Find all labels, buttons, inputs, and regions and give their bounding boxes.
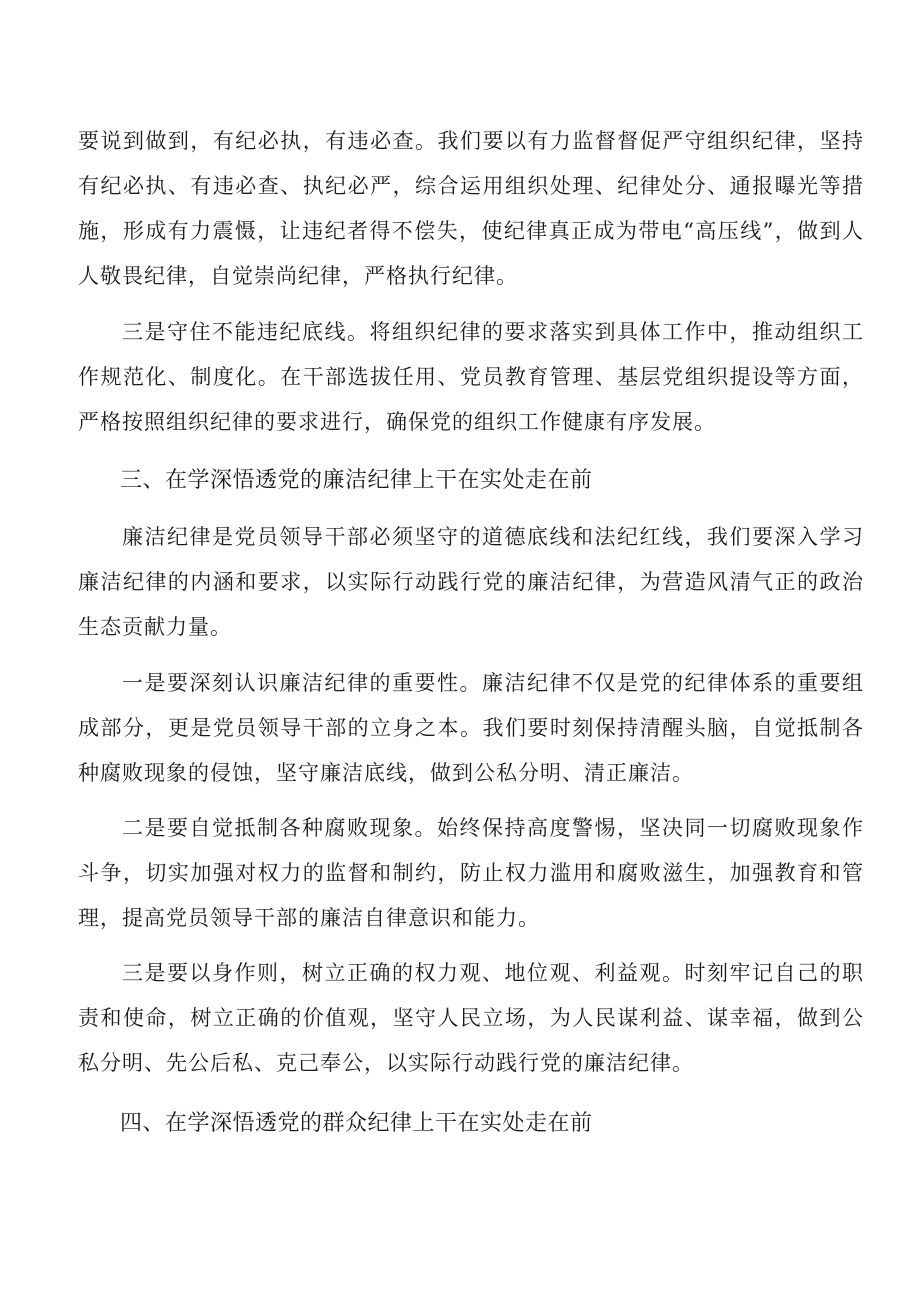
paragraph-integrity-point-three: 三是要以身作则，树立正确的权力观、地位观、利益观。时刻牢记自己的职责和使命，树立正确的价值观，坚守人民立场，为人民谋利益、谋幸福，做到公私分明、先公后私、克己奉公，以实际行动践行党的廉洁纪律。 [78, 961, 864, 1075]
section-heading-three: 三、在学深悟透党的廉洁纪律上干在实处走在前 [120, 468, 593, 493]
paragraph-point-three: 三是守住不能违纪底线。将组织纪律的要求落实到具体工作中，推动组织工作规范化、制度化。在干部选拔任用、党员教育管理、基层党组织提设等方面，严格按照组织纪律的要求进行，确保党的组织工作健康有序发展。 [78, 320, 864, 434]
paragraph-integrity-point-two: 二是要自觉抵制各种腐败现象。始终保持高度警惕，坚决同一切腐败现象作斗争，切实加强对权力的监督和制约，防止权力滥用和腐败滋生，加强教育和管理，提高党员领导干部的廉洁自律意识和能力。 [78, 816, 864, 930]
paragraph-integrity-point-one: 一是要深刻认识廉洁纪律的重要性。廉洁纪律不仅是党的纪律体系的重要组成部分，更是党员领导干部的立身之本。我们要时刻保持清醒头脑，自觉抵制各种腐败现象的侵蚀，坚守廉洁底线，做到公私分明、清正廉洁。 [78, 671, 864, 785]
section-heading-four: 四、在学深悟透党的群众纪律上干在实处走在前 [120, 1111, 593, 1136]
paragraph-integrity-intro: 廉洁纪律是党员领导干部必须坚守的道德底线和法纪红线，我们要深入学习廉洁纪律的内涵和要求，以实际行动践行党的廉洁纪律，为营造风清气正的政治生态贡献力量。 [78, 525, 864, 639]
paragraph-continuation: 要说到做到，有纪必执，有违必查。我们要以有力监督督促严守组织纪律，坚持有纪必执、有违必查、执纪必严，综合运用组织处理、纪律处分、通报曝光等措施，形成有力震慑，让违纪者得不偿失，使纪律真正成为带电“高压线”，做到人人敬畏纪律，自觉崇尚纪律，严格执行纪律。 [78, 129, 864, 288]
